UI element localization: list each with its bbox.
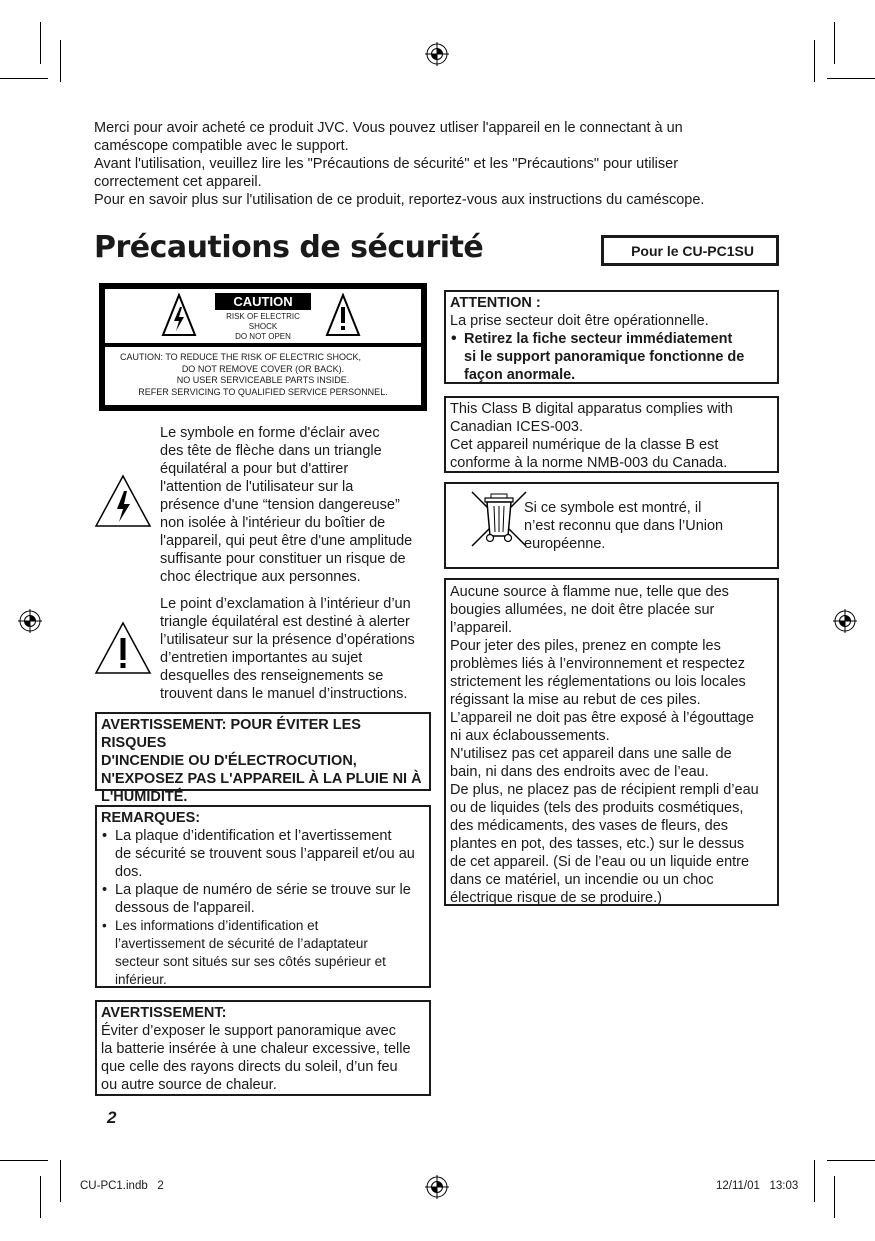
crop-mark	[827, 1160, 875, 1161]
registration-mark-icon	[833, 609, 857, 633]
attention-box	[444, 290, 779, 384]
page-title: Précautions de sécurité	[94, 230, 484, 265]
text-line: N'EXPOSEZ PAS L'APPAREIL À LA PLUIE NI À	[101, 771, 422, 787]
text-line: Si ce symbole est montré, il	[524, 500, 702, 516]
text-line: des médicaments, des vases de fleurs, des	[450, 818, 729, 834]
caution-text: CAUTION: TO REDUCE THE RISK OF ELECTRIC SHOCK,	[120, 352, 362, 362]
text-line: présence d'une “tension dangereuse”	[160, 497, 400, 513]
text-line: This Class B digital apparatus complies with	[450, 401, 733, 417]
exclamation-triangle-icon	[94, 621, 152, 675]
text-line: Canadian ICES-003.	[450, 419, 583, 435]
text-line: ou autre source de chaleur.	[101, 1077, 277, 1093]
text-line: non isolée à l'intérieur du boîtier de	[160, 515, 386, 531]
text-line: • Retirez la fiche secteur immédiatement	[464, 331, 733, 347]
caution-text: DO NOT REMOVE COVER (OR BACK).	[181, 363, 345, 374]
text-line: inférieur.	[115, 972, 167, 987]
crop-mark	[40, 1176, 41, 1218]
model-label: Pour le CU-PC1SU	[601, 235, 779, 266]
text-line: triangle équilatéral est destiné à alerter	[160, 614, 410, 630]
remark-item	[101, 827, 425, 881]
attention-heading: ATTENTION :	[450, 295, 541, 311]
text-line: N'utilisez pas cet appareil dans une salle de	[450, 746, 732, 762]
crop-mark	[40, 22, 41, 64]
remark-item	[101, 881, 425, 917]
text-line: trouvent dans le manuel d’instructions.	[160, 686, 408, 702]
text-line: • La plaque de numéro de série se trouve sur le	[115, 882, 411, 898]
intro-line: caméscope compatible avec le support.	[94, 138, 349, 154]
text-line: l'appareil, qui peut être d'une amplitude	[160, 533, 413, 549]
text-line: bain, ni dans des endroits avec de l’eau.	[450, 764, 709, 780]
registration-mark-icon	[425, 1175, 449, 1199]
text-line: l’avertissement de sécurité de l’adaptateur	[115, 936, 368, 951]
text-line: desquelles des renseignements se	[160, 668, 384, 684]
weee-box	[444, 482, 779, 569]
caution-bottom-panel	[105, 347, 421, 405]
lightning-triangle-icon	[94, 474, 152, 528]
caution-label	[99, 283, 427, 411]
text-line: l'attention de l'utilisateur sur la	[160, 479, 354, 495]
text-line: conforme à la norme NMB-003 du Canada.	[450, 455, 728, 471]
lightning-explanation	[160, 424, 435, 586]
text-line: Cet appareil numérique de la classe B est	[450, 437, 719, 453]
text-line: bougies allumées, ne doit être placée sur	[450, 602, 715, 618]
text-line: Le symbole en forme d'éclair avec	[160, 425, 380, 441]
attention-bullet	[450, 330, 773, 384]
text-line: de sécurité se trouvent sous l’appareil et/ou au	[115, 846, 415, 862]
footer-filename: CU-PC1.indb 2	[80, 1180, 164, 1192]
caution-header: CAUTION	[215, 293, 311, 310]
safety-notes-box	[444, 578, 779, 906]
text-line: suffisante pour constituer un risque de	[160, 551, 406, 567]
lightning-triangle-icon	[161, 293, 197, 337]
text-line: façon anormale.	[464, 367, 576, 383]
intro-line: correctement cet appareil.	[94, 174, 262, 190]
intro-line: Avant l'utilisation, veuillez lire les "Précautions de sécurité" et les "Précautions" pour utiliser	[94, 156, 679, 172]
text-line: • La plaque d’identification et l’avertissement	[115, 828, 392, 844]
text-line: régissant la mise au rebut de ces piles.	[450, 692, 701, 708]
intro-line: Pour en savoir plus sur l'utilisation de ce produit, reportez-vous aux instructions du caméscope.	[94, 192, 705, 208]
text-line: • Les informations d’identification et	[115, 918, 319, 933]
text-line: secteur sont situés sur ses côtés supérieur et	[115, 954, 386, 969]
text-line: La prise secteur doit être opérationnelle.	[450, 313, 709, 329]
intro-line: Merci pour avoir acheté ce produit JVC. Vous pouvez utliser l'appareil en le connectant à un	[94, 120, 683, 136]
crop-mark	[834, 22, 835, 64]
caution-text: REFER SERVICING TO QUALIFIED SERVICE PERSONNEL.	[138, 386, 388, 397]
remarks-box	[95, 805, 431, 988]
text-line: dans ce matériel, un incendie ou un choc	[450, 872, 714, 888]
caution-sub: DO NOT OPEN	[235, 332, 291, 341]
heat-warning-heading: AVERTISSEMENT:	[101, 1005, 227, 1021]
remarks-heading: REMARQUES:	[101, 810, 201, 826]
text-line: Pour jeter des piles, prenez en compte les	[450, 638, 721, 654]
caution-sub: RISK OF ELECTRIC SHOCK	[226, 312, 300, 331]
text-line: que celle des rayons directs du soleil, d’un feu	[101, 1059, 398, 1075]
exclamation-explanation	[160, 595, 435, 703]
text-line: L’appareil ne doit pas être exposé à l’égouttage	[450, 710, 754, 726]
intro-paragraph	[94, 119, 794, 209]
text-line: n’est reconnu que dans l’Union	[524, 518, 724, 534]
text-line: Le point d’exclamation à l’intérieur d’un	[160, 596, 411, 612]
text-line: Aucune source à flamme nue, telle que des	[450, 584, 729, 600]
registration-mark-icon	[425, 42, 449, 66]
text-line: si le support panoramique fonctionne de	[464, 349, 745, 365]
text-line: la batterie insérée à une chaleur excessive, telle	[101, 1041, 411, 1057]
text-line: strictement les réglementations ou lois locales	[450, 674, 746, 690]
crop-mark	[814, 1160, 815, 1202]
text-line: l’utilisateur sur la présence d’opérations	[160, 632, 415, 648]
weee-text	[524, 499, 764, 553]
text-line: d’entretien importantes au sujet	[160, 650, 363, 666]
crop-mark	[60, 40, 61, 82]
text-line: problèmes liés à l’environnement et respectez	[450, 656, 745, 672]
text-line: équilatéral a pour but d'attirer	[160, 461, 349, 477]
crop-mark	[60, 1160, 61, 1202]
remark-item	[101, 917, 425, 989]
text-line: L'HUMIDITÉ.	[101, 789, 188, 805]
exclamation-triangle-icon	[325, 293, 361, 337]
text-line: européenne.	[524, 536, 606, 552]
text-line: dessous de l'appareil.	[115, 900, 255, 916]
text-line: De plus, ne placez pas de récipient rempli d’eau	[450, 782, 759, 798]
text-line: choc électrique aux personnes.	[160, 569, 361, 585]
registration-mark-icon	[18, 609, 42, 633]
text-line: des tête de flèche dans un triangle	[160, 443, 382, 459]
text-line: ni aux éclaboussements.	[450, 728, 610, 744]
caution-center	[215, 293, 311, 341]
crop-mark	[827, 78, 875, 79]
text-line: plantes en pot, des tasses, etc.) sur le dessus	[450, 836, 745, 852]
crossed-bin-icon	[468, 488, 530, 550]
page-number: 2	[107, 1108, 117, 1127]
class-b-box	[444, 396, 779, 473]
text-line: Éviter d’exposer le support panoramique avec	[101, 1023, 396, 1039]
text-line: de cet appareil. (Si de l’eau ou un liquide entre	[450, 854, 750, 870]
text-line: dos.	[115, 864, 143, 880]
text-line: D'INCENDIE OU D'ÉLECTROCUTION,	[101, 753, 357, 769]
text-line: AVERTISSEMENT: POUR ÉVITER LES RISQUES	[101, 717, 361, 751]
text-line: l’appareil.	[450, 620, 513, 636]
crop-mark	[0, 1160, 48, 1161]
crop-mark	[834, 1176, 835, 1218]
fire-warning-box	[95, 712, 431, 805]
heat-warning-box	[95, 1000, 431, 1096]
caution-top-panel	[105, 289, 421, 343]
text-line: électrique risque de se produire.)	[450, 890, 662, 906]
crop-mark	[0, 78, 48, 79]
footer-date: 12/11/01 13:03	[716, 1180, 799, 1192]
text-line: ou de liquides (tels des produits cosmétiques,	[450, 800, 744, 816]
crop-mark	[814, 40, 815, 82]
caution-text: NO USER SERVICEABLE PARTS INSIDE.	[176, 375, 350, 385]
